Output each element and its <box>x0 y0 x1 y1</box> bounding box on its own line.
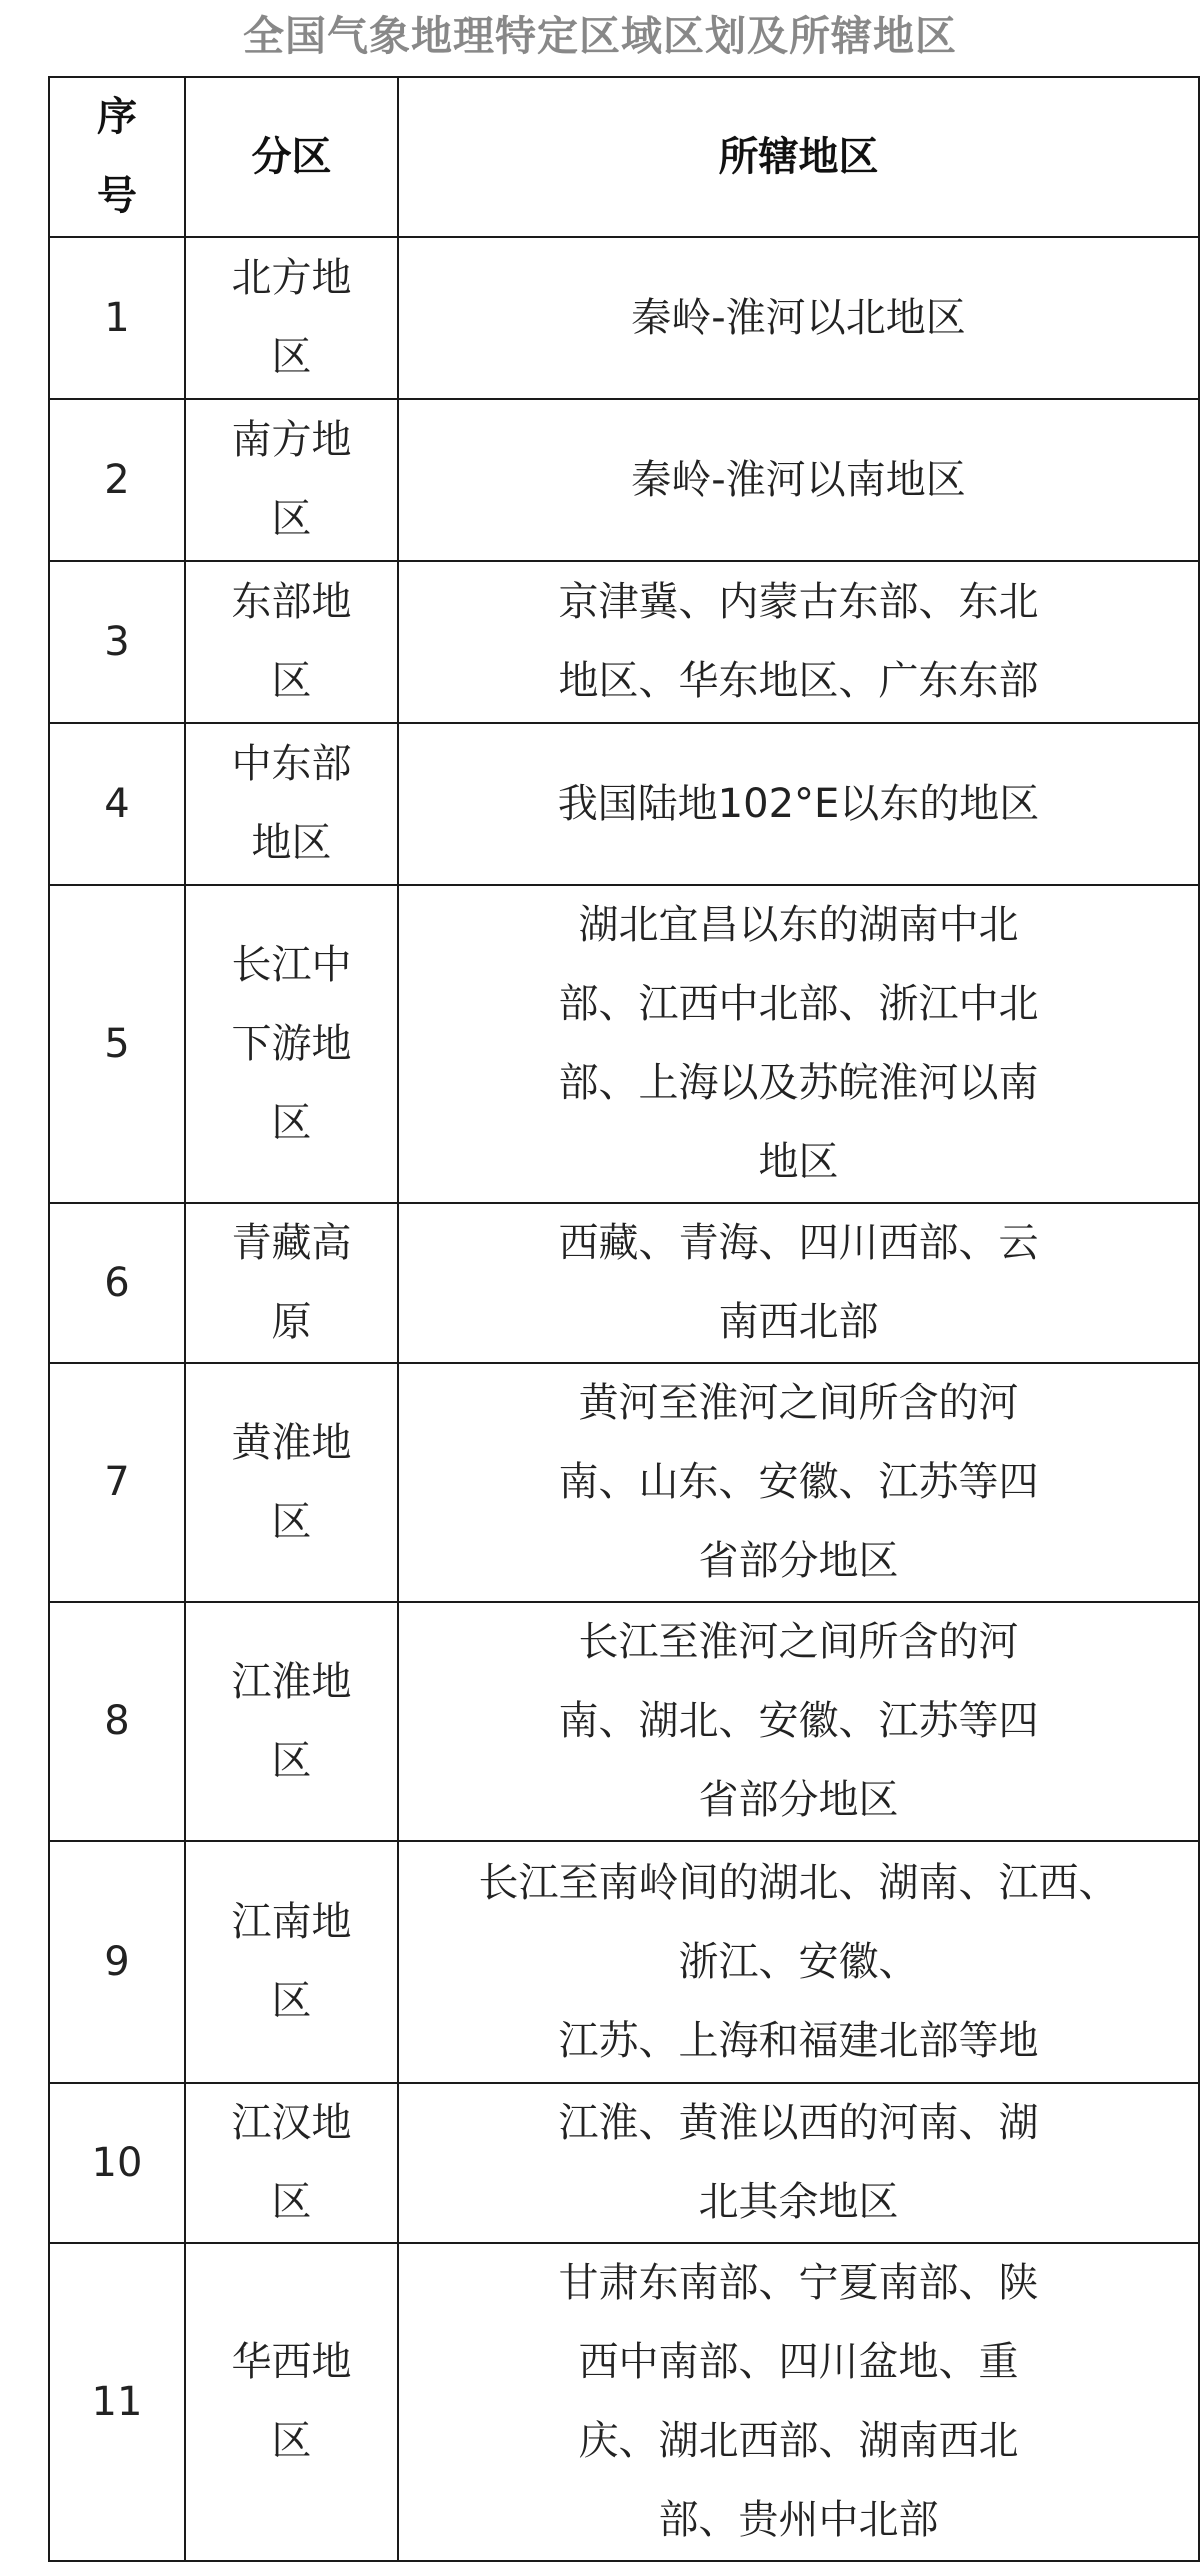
cell-area <box>398 723 1199 885</box>
cell-zone <box>185 561 398 723</box>
table-header-row <box>49 77 1199 237</box>
cell-area <box>398 885 1199 1203</box>
table-row <box>49 1363 1199 1602</box>
zone-name: 华西地区 <box>231 2339 352 2464</box>
cell-serial-number: 9 <box>49 1841 185 2083</box>
area-text: 黄河至淮河之间所含的河南、山东、安徽、江苏等四省部分地区 <box>558 1380 1039 1584</box>
cell-serial-number: 6 <box>49 1203 185 1363</box>
table-row <box>49 561 1199 723</box>
cell-area <box>398 2243 1199 2561</box>
cell-area <box>398 399 1199 561</box>
cell-serial-number: 4 <box>49 723 185 885</box>
cell-serial-number: 1 <box>49 237 185 399</box>
cell-zone <box>185 885 398 1203</box>
cell-serial-number: 3 <box>49 561 185 723</box>
area-text: 京津冀、内蒙古东部、东北地区、华东地区、广东东部 <box>558 579 1039 704</box>
cell-zone <box>185 399 398 561</box>
table-row <box>49 399 1199 561</box>
zone-name: 北方地区 <box>231 255 352 380</box>
table-row <box>49 723 1199 885</box>
document-title: 全国气象地理特定区域区划及所辖地区 <box>243 12 957 60</box>
area-text: 西藏、青海、四川西部、云南西北部 <box>558 1220 1039 1345</box>
cell-zone <box>185 723 398 885</box>
zone-name: 黄淮地区 <box>231 1419 352 1545</box>
cell-area <box>398 1602 1199 1841</box>
cell-area <box>398 2083 1199 2243</box>
zone-name: 东部地区 <box>231 579 352 704</box>
cell-serial-number: 5 <box>49 885 185 1203</box>
cell-zone <box>185 2083 398 2243</box>
area-text: 秦岭-淮河以北地区 <box>631 294 966 341</box>
cell-serial-number: 8 <box>49 1602 185 1841</box>
cell-zone <box>185 237 398 399</box>
cell-area <box>398 1203 1199 1363</box>
cell-serial-number: 2 <box>49 399 185 561</box>
zone-name: 江淮地区 <box>231 1658 352 1784</box>
zone-name: 江汉地区 <box>231 2100 352 2225</box>
area-line: 长江至南岭间的湖北、湖南、江西、 <box>478 1859 1119 1906</box>
cell-serial-number: 11 <box>49 2243 185 2561</box>
cell-area <box>398 561 1199 723</box>
cell-zone <box>185 1841 398 2083</box>
zone-name: 青藏高原 <box>231 1220 352 1345</box>
table-row <box>49 885 1199 1203</box>
table-row <box>49 2243 1199 2561</box>
cell-area <box>398 1363 1199 1602</box>
header-area: 所辖地区 <box>398 77 1199 237</box>
cell-area <box>398 237 1199 399</box>
area-text: 秦岭-淮河以南地区 <box>631 456 966 503</box>
cell-zone <box>185 1602 398 1841</box>
region-table <box>48 76 1200 2562</box>
table-row <box>49 1841 1199 2083</box>
zone-name: 江南地区 <box>231 1899 352 2024</box>
zone-name: 中东部地区 <box>231 741 352 866</box>
area-line: 浙江、安徽、 <box>678 1938 919 1985</box>
zone-name: 长江中下游地区 <box>231 941 352 1146</box>
area-text: 我国陆地102°E以东的地区 <box>557 780 1040 827</box>
cell-serial-number: 10 <box>49 2083 185 2243</box>
header-zone: 分区 <box>185 77 398 237</box>
cell-area <box>398 1841 1199 2083</box>
area-text: 长江至淮河之间所含的河南、湖北、安徽、江苏等四省部分地区 <box>558 1619 1039 1823</box>
cell-serial-number: 7 <box>49 1363 185 1602</box>
table-row <box>49 237 1199 399</box>
area-text: 湖北宜昌以东的湖南中北部、江西中北部、浙江中北部、上海以及苏皖淮河以南地区 <box>558 902 1039 1185</box>
zone-name: 南方地区 <box>231 417 352 542</box>
area-line: 江苏、上海和福建北部等地 <box>558 2017 1039 2064</box>
area-text: 江淮、黄淮以西的河南、湖北其余地区 <box>558 2100 1039 2225</box>
table-row <box>49 1203 1199 1363</box>
cell-zone <box>185 1203 398 1363</box>
header-serial-number: 序号 <box>49 77 185 237</box>
table-row <box>49 2083 1199 2243</box>
cell-zone <box>185 1363 398 1602</box>
table-row <box>49 1602 1199 1841</box>
cell-zone <box>185 2243 398 2561</box>
area-text: 甘肃东南部、宁夏南部、陕西中南部、四川盆地、重庆、湖北西部、湖南西北部、贵州中北部 <box>558 2260 1039 2543</box>
